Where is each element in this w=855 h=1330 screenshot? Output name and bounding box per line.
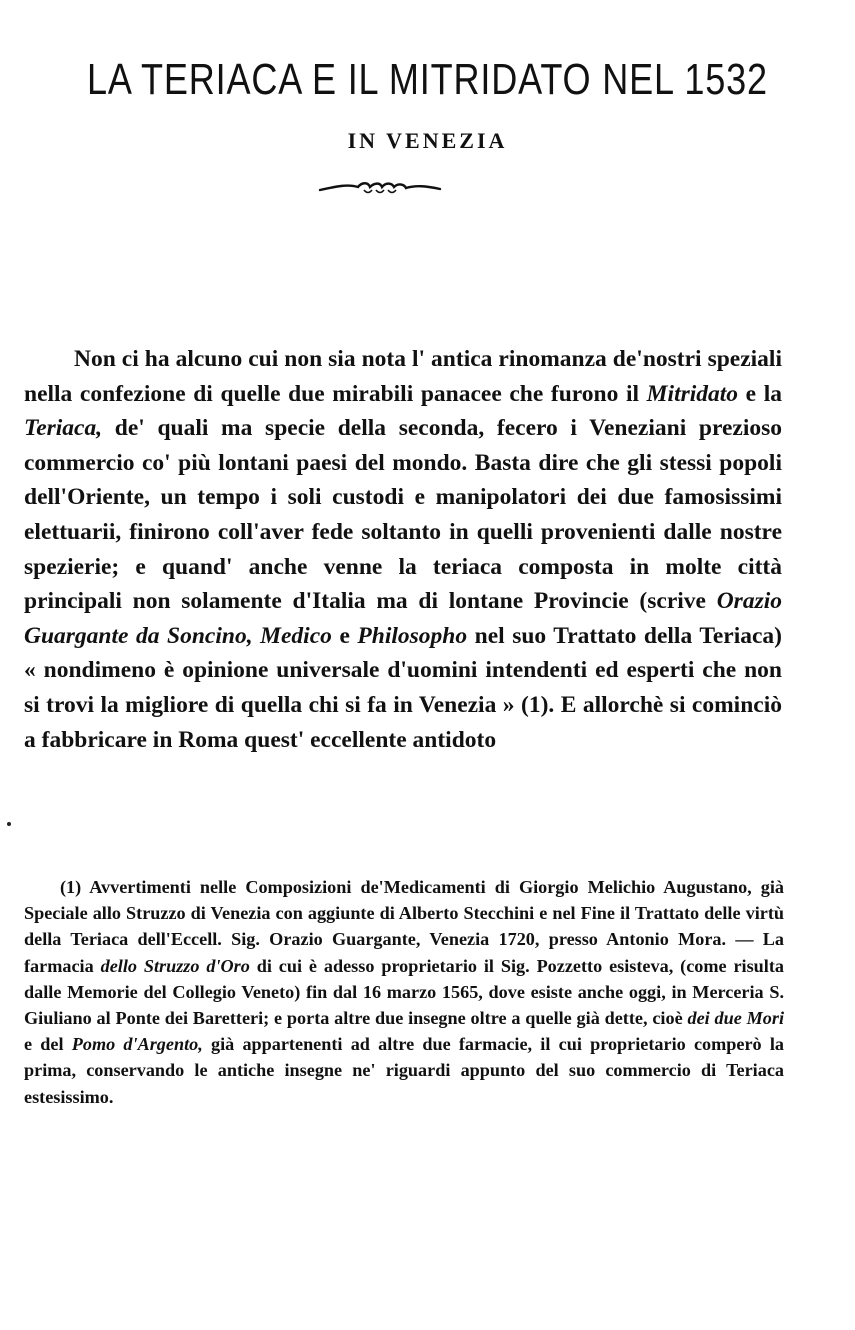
footnote	[24, 874, 784, 1110]
margin-mark	[7, 822, 11, 826]
text-run: di cui è adesso proprietario il Sig. Pozzetto esisteva, (come risulta dalle Memorie del Collegio Veneto) fin dal 16 marzo 1565, dove esiste anche oggi, in Merceria S. Giuliano al Ponte dei Baretteri; e porta altre due insegne oltre a quelle già dette, cioè	[24, 955, 785, 1029]
italic-philosopho: Philosopho	[357, 622, 468, 649]
text-run: (1) Avvertimenti nelle Composizioni de'Medicamenti di Giorgio Melichio Augustano, già Speciale allo Struzzo di Venezia con aggiunte di Alberto Stecchini e nel Fine il Trattato delle virtù della Teriaca dell'Eccell. Sig. Orazio Guargante, Venezia 1720, presso Antonio Mora. — La farmacia	[24, 877, 784, 976]
text-run: e del	[24, 1034, 72, 1055]
text-run: e	[331, 622, 358, 649]
text-run: già appartenenti ad altre due farmacie, il cui proprietario comperò la prima, conservando le antiche insegne ne' riguardi appunto del suo commercio di Teriaca estesissimo.	[24, 1034, 784, 1107]
text-run: e la	[738, 380, 782, 407]
italic-author: Orazio Guargante da Soncino, Medico	[24, 588, 782, 649]
body-paragraph	[24, 342, 782, 757]
italic-pomo: Pomo d'Argento,	[71, 1034, 203, 1055]
page-subtitle: IN VENEZIA	[347, 128, 508, 153]
text-run: nel suo Trattato della Teriaca) « nondimeno è opinione universale d'uomini intendenti ed esperti che non si trovi la migliore di quella chi si fa in Venezia » (1). E allorchè si cominciò a fabbricare in Roma quest' eccellente antidoto	[24, 622, 782, 753]
ornament-divider	[318, 178, 442, 198]
italic-mitridato: Mitridato	[646, 380, 739, 407]
italic-struzzo: dello Struzzo d'Oro	[100, 955, 250, 976]
italic-mori: dei due Mori	[687, 1008, 784, 1029]
text-run: de' quali ma specie della seconda, fecero i Veneziani prezioso commercio co' più lontani paesi del mondo. Basta dire che gli stessi popoli dell'Oriente, un tempo i soli custodi e manipolatori dei due famosissimi elettuarii, finirono coll'aver fede soltanto in quelli provenienti dalle nostre spezierie; e quand' anche venne la teriaca composta in molte città principali non solamente d'Italia ma di lontane Provincie (scrive	[24, 415, 782, 615]
page-title: LA TERIACA E IL MITRIDATO NEL 1532	[87, 55, 768, 104]
text-run: Non ci ha alcuno cui non sia nota l' antica rinomanza de'nostri speziali nella confezione di quelle due mirabili panacee che furono il	[24, 346, 782, 407]
italic-teriaca: Teriaca,	[24, 415, 103, 442]
footnote-paragraph	[24, 874, 784, 1110]
body-text	[24, 342, 782, 757]
